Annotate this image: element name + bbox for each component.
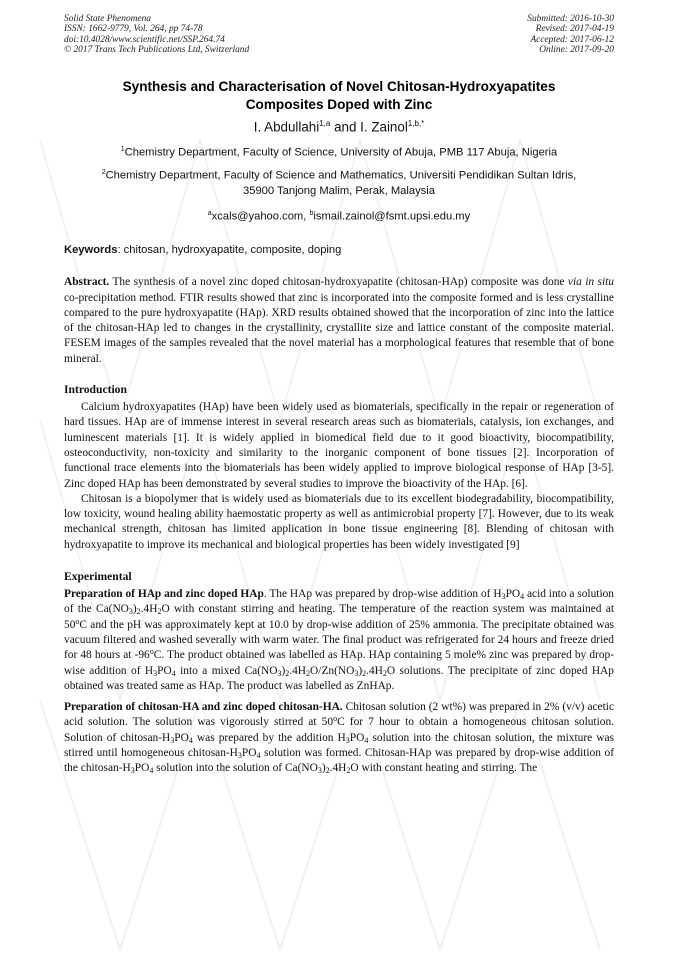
prep-hap-text: C and the pH was approximately kept at 10.0 by drop-wise addition of 25% ammonia. The precipitate obtained was vacuum filtered and washed severally with warm water. The final product was refrigerated for 24 hours and freeze dried for 48 hours at -96 [64, 618, 614, 662]
subscript: 2 [285, 668, 290, 678]
subscript: 2 [346, 766, 351, 776]
abstract-text-2: co-precipitation method. FTIR results showed that zinc is incorporated into the composite formed and is less crystalline compared to the pure hydroxyapatite (HAp). XRD results obtained showed that the incorporation of zinc into the lattice of the chitosan-HAp led to changes in the crystallinity, crystallite size and lattice constant of the composite material. FESEM images of the samples revealed that the novel material has a morphological features that resemble that of bone mineral. [64, 291, 614, 365]
affiliation-2-line-2: 35900 Tanjong Malim, Perak, Malaysia [243, 184, 435, 197]
prep-hap-text: acid into a solution of the Ca(NO [64, 588, 614, 616]
subscript: 2 [157, 607, 162, 617]
prep-chitosan-text: solution into the solution of Ca(NO [153, 762, 318, 775]
experimental-heading: Experimental [64, 570, 132, 584]
subscript: 3 [317, 766, 322, 776]
prep-hap-text: ) [132, 603, 137, 616]
email-b[interactable]: ismail.zainol@fsmt.upsi.edu.my [313, 210, 471, 223]
abstract-emphasis: via in situ [567, 276, 615, 289]
prep-chitosan-text: ) [321, 762, 326, 775]
experimental-body [64, 587, 614, 777]
prep-chitosan-text: PO [241, 747, 257, 760]
affiliation-2-line-1: Chemistry Department, Faculty of Science and Mathematics, Universiti Pendidikan Sultan Idris, [105, 169, 577, 182]
prep-chitosan-text: PO [349, 731, 365, 744]
author-emails [64, 207, 614, 224]
journal-name: Solid State Phenomena [64, 14, 151, 24]
journal-header [64, 14, 614, 56]
keywords-label: Keywords [64, 244, 118, 257]
intro-paragraph-1: Calcium hydroxyapatites (HAp) have been widely used as biomaterials, specifically in the repair or regeneration of hard tissues. HAp are of immense interest in several research areas such as biomaterials, catalysis, ion exchanges, and luminescent materials [1]. It is widely applied in biomedical field due to it good bioactivity, biocompatibility, osteoconductivity, non-toxicity and similarity to the inorganic component of bone tissues [2]. Incorporation of functional trace elements into the biomaterials has been widely applied to improve biological response of HAp [3-5]. Zinc doped HAp has been demonstrated by several studies to improve the bioactivity of the HAp. [6]. [64, 401, 614, 490]
email-b-marker: b [309, 209, 314, 217]
submitted-date: Submitted: 2016-10-30 [527, 14, 614, 24]
degree-superscript: o [75, 616, 80, 626]
subscript: 2 [325, 766, 330, 776]
affiliation-1 [64, 142, 614, 161]
subscript: 3 [130, 766, 135, 776]
prep-hap-text: .4H [140, 603, 158, 616]
doi[interactable]: doi:10.4028/www.scientific.net/SSP.264.74 [64, 34, 225, 45]
prep-hap-text: ) [281, 664, 286, 677]
prep-hap-text: ) [358, 664, 363, 677]
abstract-text-1: The synthesis of a novel zinc doped chitosan-hydroxyapatite (chitosan-HAp) composite was done [109, 276, 568, 289]
introduction-heading: Introduction [64, 383, 127, 397]
title-line-1: Synthesis and Characterisation of Novel Chitosan-Hydroxyapatites [122, 78, 556, 94]
prep-hap-text: . The HAp was prepared by drop-wise addition of H [263, 588, 502, 601]
prep-chitosan-text: O with constant heating and stirring. The [350, 762, 538, 775]
header-left [64, 14, 249, 56]
affiliation-2 [64, 165, 614, 199]
online-date: Online: 2017-09-20 [539, 45, 614, 56]
prep-hap-text: .4H [289, 664, 307, 677]
prep-hap-text: PO [157, 664, 172, 677]
subscript: 2 [362, 668, 367, 678]
prep-hap-text: PO [505, 588, 521, 601]
prep-hap-text: O with constant stirring and heating. The temperature of the reaction system was maintained at 50 [64, 603, 614, 631]
abstract [64, 275, 614, 367]
subscript: 3 [277, 668, 282, 678]
prep-chitosan-text: PO [174, 731, 189, 744]
header-right [527, 14, 614, 56]
introduction-body [64, 400, 614, 553]
author-1-affil: 1,a [319, 118, 331, 128]
prep-chitosan-text: PO [134, 762, 150, 775]
subscript: 3 [354, 668, 359, 678]
subscript: 4 [171, 668, 176, 678]
keywords-text: : chitosan, hydroxyapatite, composite, doping [117, 244, 342, 257]
copyright: © 2017 Trans Tech Publications Ltd, Switzerland [64, 45, 250, 56]
prep-chitosan-paragraph [64, 700, 614, 776]
subscript: 3 [501, 592, 506, 602]
issn: ISSN: 1662-9779, Vol. 264, pp 74-78 [64, 24, 203, 35]
author-1: I. Abdullahi [253, 119, 320, 135]
subscript: 4 [149, 766, 154, 776]
prep-hap-text: into a mixed Ca(NO [175, 664, 278, 677]
affiliation-1-marker: 1 [120, 146, 125, 154]
author-conjunction: and [330, 119, 361, 135]
prep-chitosan-text: Chitosan solution (2 wt%) was prepared in 2% (v/v) acetic acid solution. The solution was vigorously stirred at 50 [64, 701, 614, 729]
email-a[interactable]: xcals@yahoo.com, [211, 210, 310, 223]
prep-hap-text: O solutions. The precipitate of zinc doped HAp obtained was treated same as HAp. The product was labelled as ZnHAp. [64, 664, 614, 692]
subscript: 2 [382, 668, 387, 678]
prep-hap-heading: Preparation of HAp and zinc doped HAp [64, 588, 264, 601]
subscript: 2 [306, 668, 311, 678]
subscript: 3 [237, 751, 242, 761]
prep-chitosan-text: solution was formed. Chitosan-HAp was prepared by drop-wise addition of the chitosan-H [64, 747, 614, 775]
subscript: 2 [136, 607, 141, 617]
author-2: I. Zainol [360, 119, 408, 135]
revised-date: Revised: 2017-04-19 [535, 24, 614, 35]
subscript: 4 [364, 735, 369, 745]
prep-chitosan-heading: Preparation of chitosan-HA and zinc doped chitosan-HA. [64, 701, 343, 714]
subscript: 4 [520, 592, 525, 602]
affiliation-2-marker: 2 [101, 168, 106, 176]
prep-hap-paragraph [64, 587, 614, 694]
email-a-marker: a [207, 209, 212, 217]
paper-title [64, 78, 614, 114]
subscript: 3 [170, 735, 175, 745]
prep-chitosan-text: was prepared by the addition H [192, 731, 346, 744]
page-content [64, 14, 614, 777]
prep-chitosan-text: C for 7 hour to obtain a homogeneous chitosan solution. Solution of chitosan-H [64, 716, 614, 744]
keywords [64, 243, 614, 257]
degree-superscript: o [333, 714, 338, 724]
subscript: 4 [256, 751, 261, 761]
prep-hap-text: O/Zn(NO [310, 664, 355, 677]
degree-superscript: o [149, 647, 154, 657]
subscript: 4 [188, 735, 193, 745]
subscript: 3 [345, 735, 350, 745]
accepted-date: Accepted: 2017-06-12 [530, 34, 614, 45]
author-2-affil: 1,b,* [407, 118, 425, 128]
subscript: 3 [153, 668, 158, 678]
prep-hap-text: .4H [366, 664, 383, 677]
prep-chitosan-text: .4H [329, 762, 347, 775]
affiliation-1-text: Chemistry Department, Faculty of Science, University of Abuja, PMB 117 Abuja, Nigeria [124, 146, 558, 159]
intro-paragraph-2: Chitosan is a biopolymer that is widely used as biomaterials due to its excellent biodegradability, biocompatibility, low toxicity, wound healing ability haemostatic property as well as antimicrobial property [7]. However, due to its weak mechanical strength, chitosan has limited application in bone tissue engineering [8]. Blending of chitosan with hydroxyapatite to improve its mechanical and biological properties has been widely investigated [9] [64, 492, 614, 551]
prep-hap-text: C. The product obtained was labelled as HAp. HAp containing 5 mole% zinc was prepared by drop-wise addition of H [64, 649, 614, 677]
author-list [64, 115, 614, 135]
abstract-label: Abstract. [64, 276, 110, 289]
title-line-2: Composites Doped with Zinc [245, 96, 433, 112]
subscript: 3 [128, 607, 133, 617]
prep-chitosan-text: solution into the chitosan solution, the mixture was stirred until homogeneous chitosan-H [64, 731, 614, 760]
